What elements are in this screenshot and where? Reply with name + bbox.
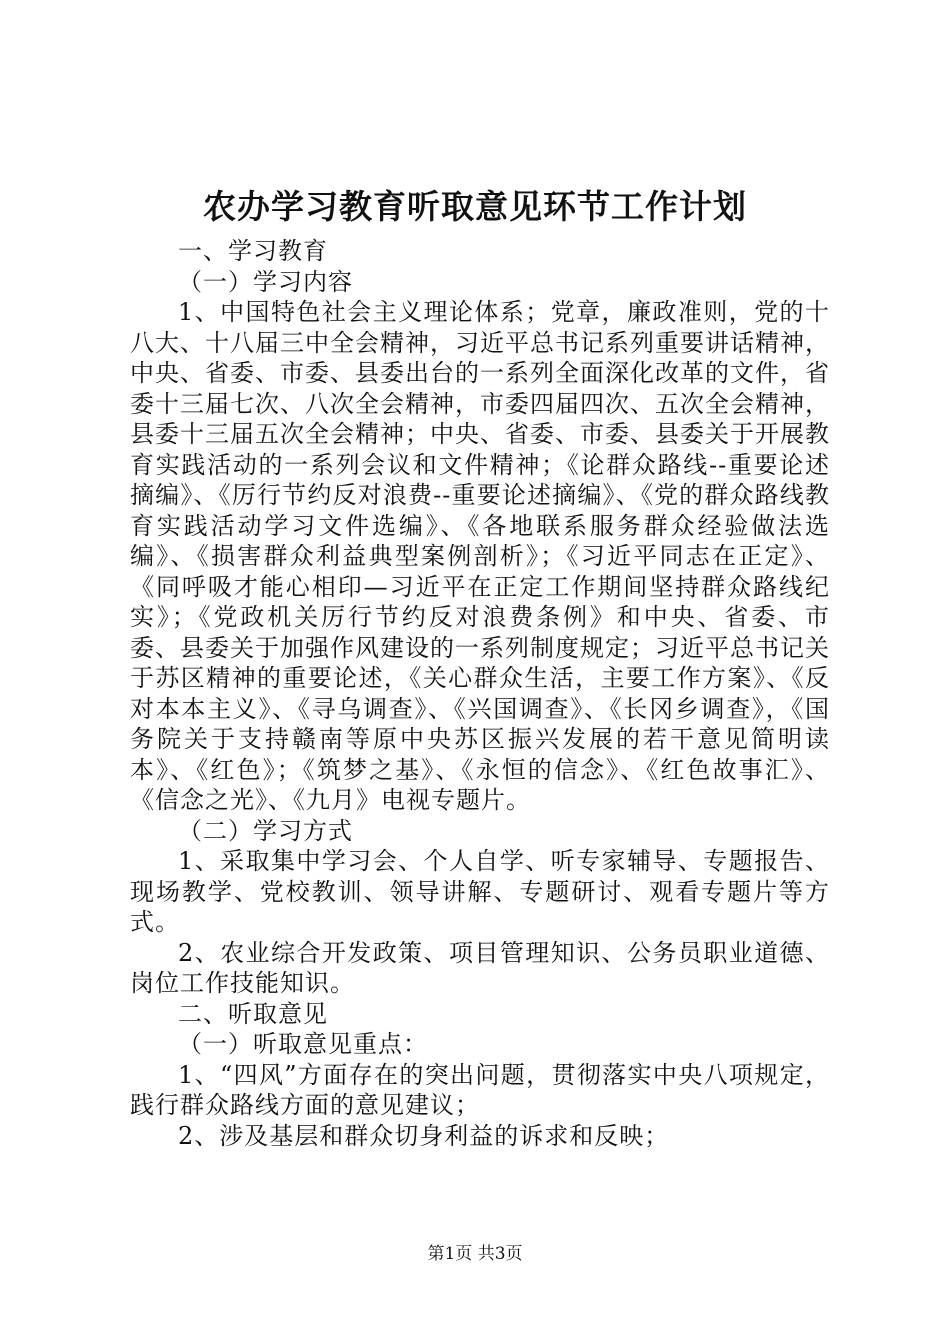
paragraph-study-method-1: 1、采取集中学习会、个人自学、听专家辅导、专题报告、现场教学、党校教训、领导讲解、专题研讨、观看专题片等方式。 xyxy=(130,847,830,936)
paragraph-study-content: 1、中国特色社会主义理论体系；党章，廉政准则，党的十八大、十八届三中全会精神，习近平总书记系列重要讲话精神，中央、省委、市委、县委出台的一系列全面深化改革的文件，省委十三届七次、八次全会精神，市委四届四次、五次全会精神，县委十三届五次全会精神；中央、省委、市委、县委关于开展教育实践活动的一系列会议和文件精神；《论群众路线--重要论述摘编》、《厉行节约反对浪费--重要论述摘编》、《党的群众路线教育实践活动学习文件选编》、《各地联系服务群众经验做法选编》、《损害群众利益典型案例剖析》；《习近平同志在正定》、《同呼吸才能心相印—习近平在正定工作期间坚持群众路线纪实》；《党政机关厉行节约反对浪费条例》和中央、省委、市委、县委关于加强作风建设的一系列制度规定；习近平总书记关于苏区精神的重要论述，《关心群众生活，主要工作方案》、《反对本本主义》、《寻乌调查》、《兴国调查》、《长冈乡调查》，《国务院关于支持赣南等原中央苏区振兴发展的若干意见简明读本》、《红色》；《筑梦之基》、《永恒的信念》、《红色故事汇》、《信念之光》、《九月》电视专题片。 xyxy=(130,298,830,814)
document-title: 农办学习教育听取意见环节工作计划 xyxy=(203,187,747,226)
document-body xyxy=(130,236,830,1151)
subsection-heading-opinion-focus: （一）听取意见重点： xyxy=(178,1030,428,1058)
page-number: 第1页 共3页 xyxy=(427,1244,523,1264)
section-heading-study-education: 一、学习教育 xyxy=(178,237,328,265)
paragraph-opinion-focus-1: 1、“四风”方面存在的突出问题，贯彻落实中央八项规定，践行群众路线方面的意见建议； xyxy=(130,1060,830,1119)
paragraph-study-method-2: 2、农业综合开发政策、项目管理知识、公务员职业道德、岗位工作技能知识。 xyxy=(130,938,830,997)
subsection-heading-study-method: （二）学习方式 xyxy=(178,816,353,845)
subsection-heading-study-content: （一）学习内容 xyxy=(178,267,353,296)
section-heading-listen-opinions: 二、听取意见 xyxy=(178,999,328,1028)
paragraph-opinion-focus-2: 2、涉及基层和群众切身利益的诉求和反映； xyxy=(178,1121,670,1150)
